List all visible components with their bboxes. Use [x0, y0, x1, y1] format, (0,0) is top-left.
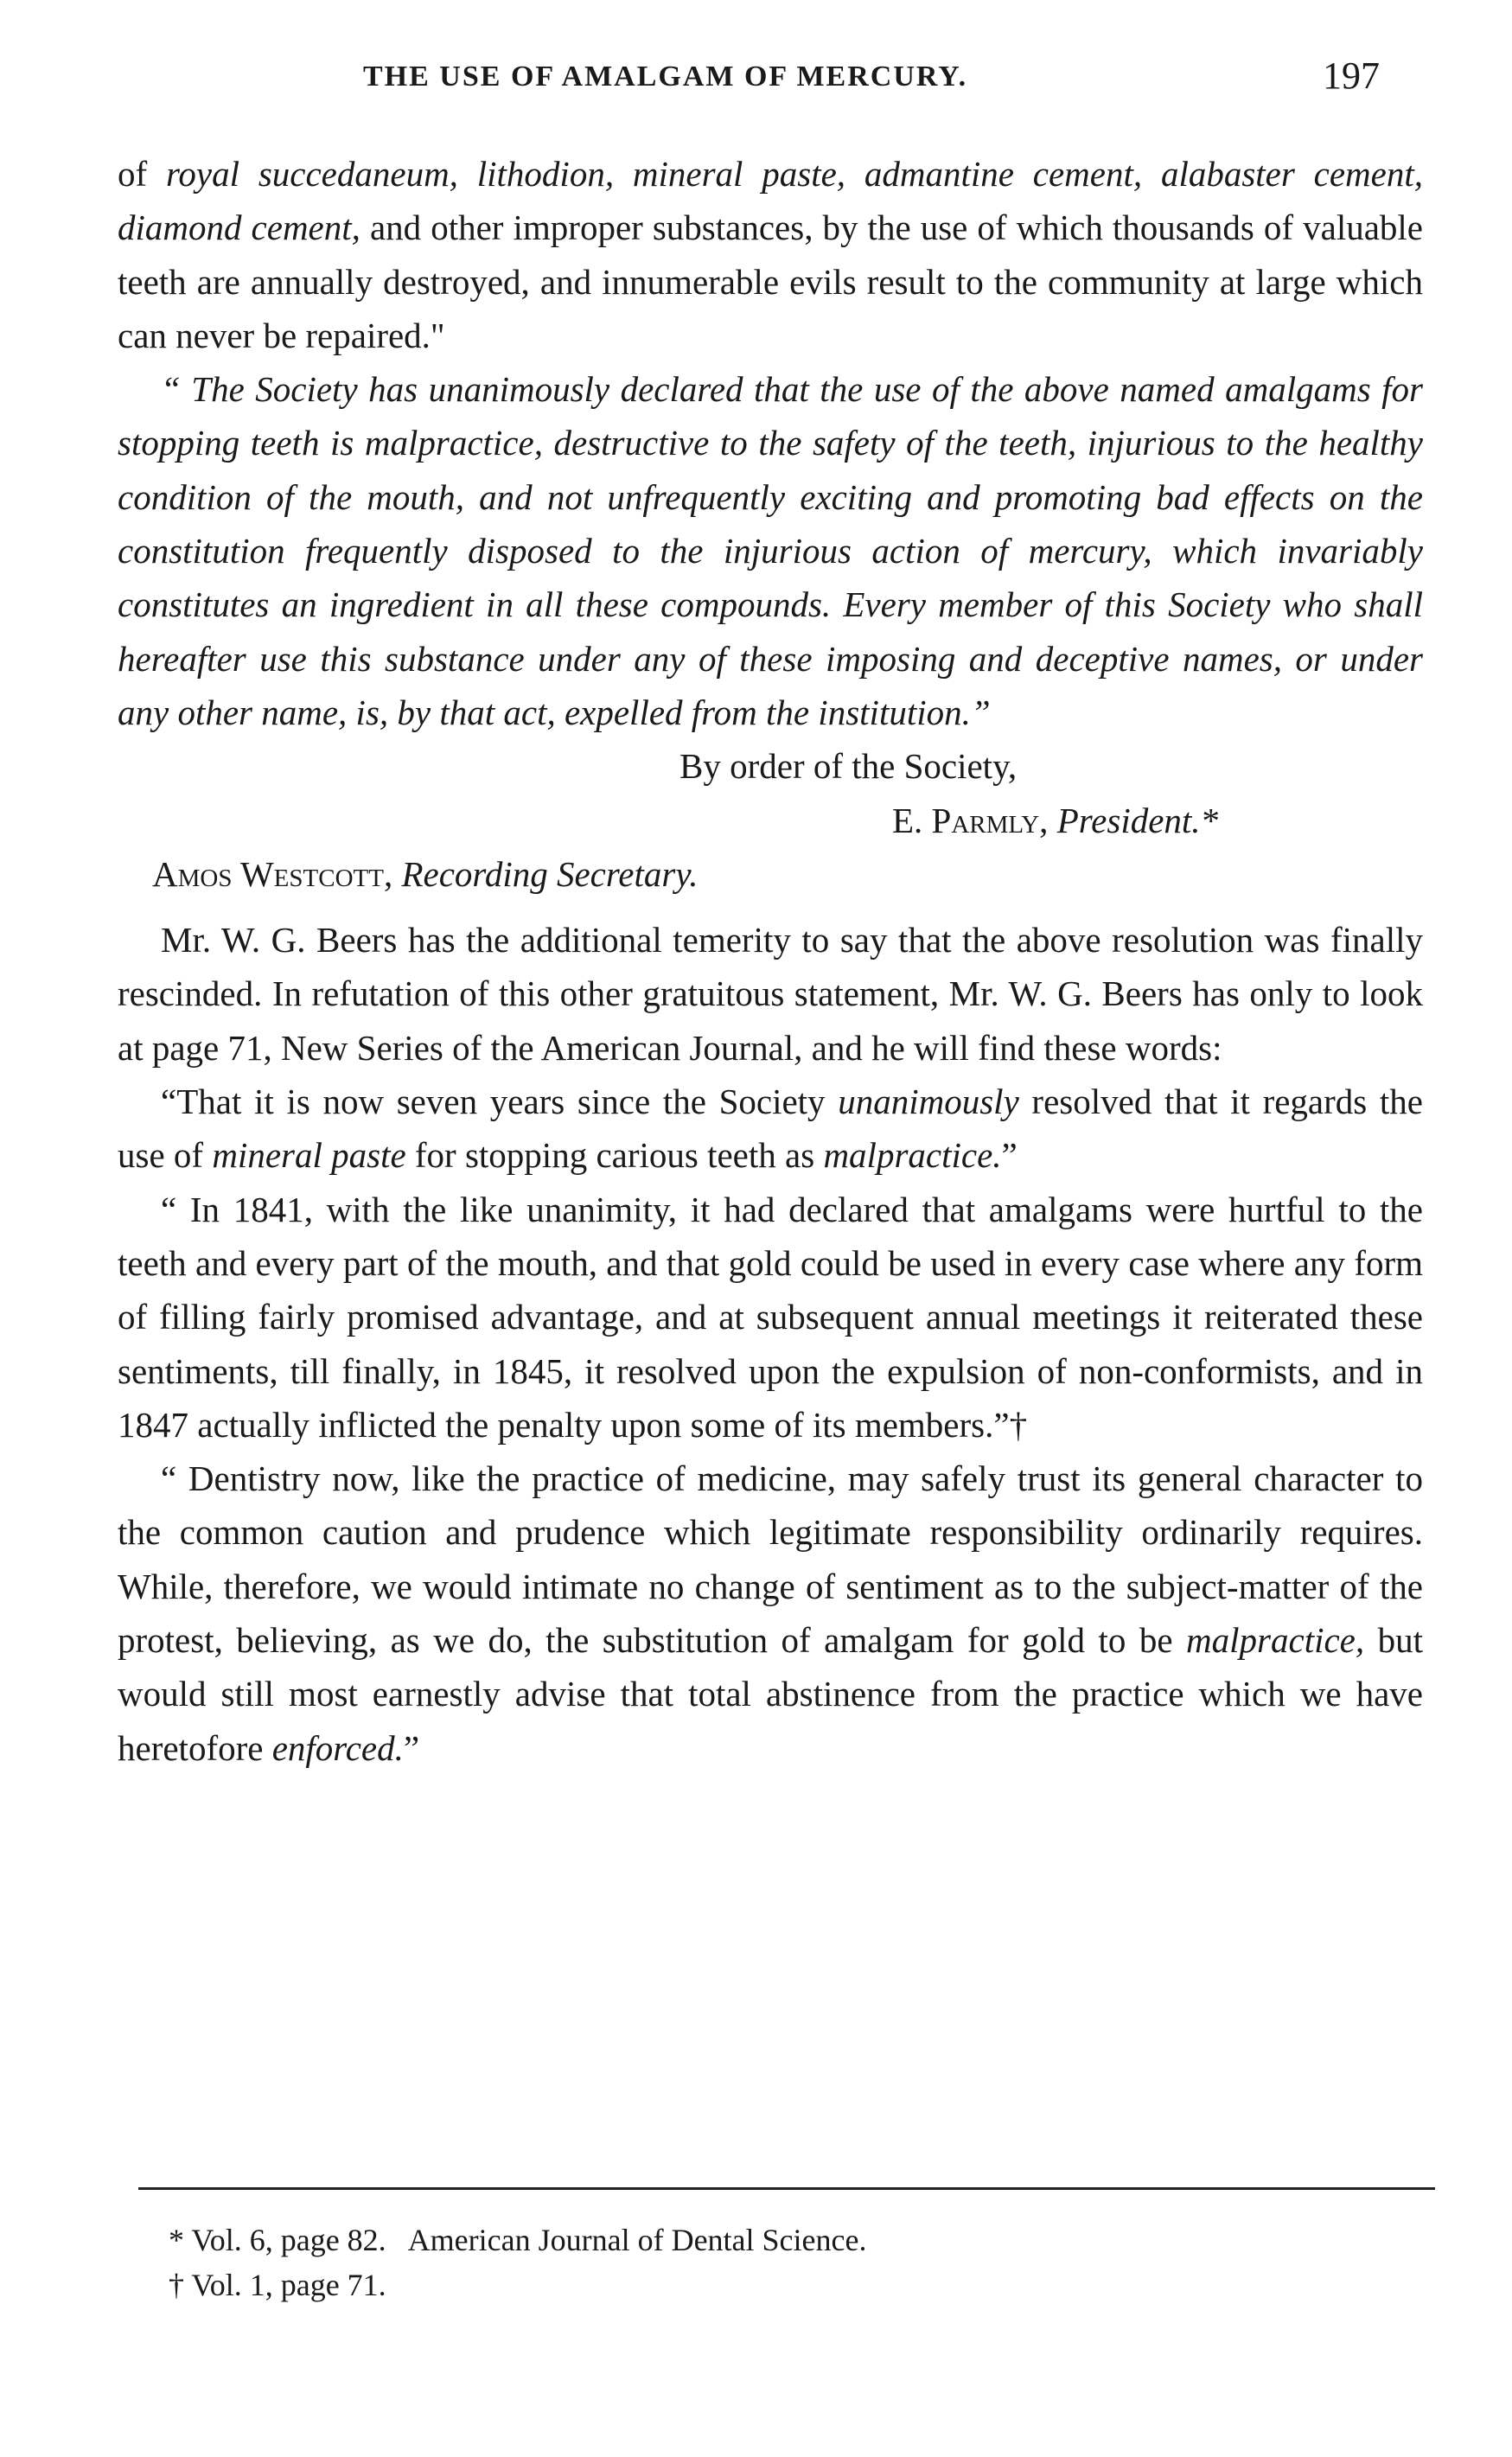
secretary-title: Recording Secretary. [401, 853, 699, 894]
italic-run: royal succedaneum, lithodion, mineral paste, admantine cement, alabaster cement, diamond cement, [118, 154, 1424, 248]
footnote-2: † Vol. 1, page 71. [169, 2268, 386, 2302]
footnotes [169, 2218, 1379, 2307]
paragraph-5 [118, 1452, 1423, 1775]
text-run: of [118, 154, 166, 194]
paragraph-1 [118, 147, 1423, 362]
president-signature [892, 794, 1218, 847]
text-run: “That it is now seven years since the Society [161, 1082, 839, 1122]
president-name: E. Parmly, [892, 800, 1049, 840]
body-text [118, 147, 1423, 1775]
signature-secretary-line [118, 847, 1423, 901]
by-order-text: By order of the Society, [679, 746, 1018, 787]
text-run: but would still most earnestly advise that total abstinence from the practice which we have heretofore [118, 1620, 1423, 1768]
text-run: ” [403, 1727, 420, 1768]
italic-run: malpractice, [1186, 1620, 1365, 1661]
text-run: and other improper substances, by the use of which thousands of valuable teeth are annually destroyed, and innumerable evils result to the community at large which can never be repaired." [118, 207, 1424, 355]
signature-order-line [118, 739, 1423, 793]
italic-run: enforced. [271, 1727, 404, 1768]
text-run: resolved that it regards the use of [118, 1082, 1423, 1176]
italic-run: unanimously [838, 1082, 1019, 1122]
footnote-1: * Vol. 6, page 82. American Journal of Dental Science. [169, 2223, 867, 2257]
signature-president-line [118, 794, 1423, 847]
italic-run: mineral paste [212, 1135, 406, 1176]
secretary-signature [152, 847, 699, 901]
secretary-name: Amos Westcott, [152, 853, 393, 894]
paragraph-4: “ In 1841, with the like unanimity, it had declared that amalgams were hurtful to the teeth and every part of the mouth, and that gold could be used in every case where any form of filling fairly promised advantage, and at subsequent annual meetings it reiterated these sentiments, till finally, in 1845, it resolved upon the expulsion of non-conformists, and in 1847 actually inflicted the penalty upon some of its members.”† [118, 1189, 1423, 1445]
paragraph-2: Mr. W. G. Beers has the additional temerity to say that the above resolution was finally rescinded. In refutation of this other gratuitous statement, Mr. W. G. Beers has only to look at page 71, New Series of the American Journal, and he will find these words: [118, 920, 1423, 1068]
president-title: President.* [1056, 800, 1219, 840]
running-title: THE USE OF AMALGAM OF MERCURY. [363, 61, 968, 93]
paragraph-3 [118, 1075, 1423, 1183]
text-run: for stopping carious teeth as [405, 1135, 824, 1176]
society-resolution-quote: “ The Society has unanimously declared that the use of the above named amalgams for stopping teeth is malpractice, destructive to the safety of the teeth, injurious to the healthy condition of the mouth, and not unfrequently exciting and promoting bad effects on the constitution frequently disposed to the injurious action of mercury, which invariably constitutes an ingredient in all these compounds. Every member of this Society who shall hereafter use this substance under any of these imposing and deceptive names, or under any other name, is, by that act, expelled from the institution.” [118, 369, 1423, 732]
text-run: ” [1001, 1135, 1018, 1176]
text-run: “ Dentistry now, like the practice of medicine, may safely trust its general character to the common caution and prudence which legitimate responsibility ordinarily requires. While, therefore, we would intimate no change of sentiment as to the subject-matter of the protest, believing, as we do, the substitution of amalgam for gold to be [118, 1458, 1423, 1661]
page-number: 197 [1323, 54, 1380, 97]
italic-run: malpractice. [823, 1135, 1002, 1176]
footnote-divider [138, 2187, 1435, 2190]
page-header [0, 54, 1512, 105]
